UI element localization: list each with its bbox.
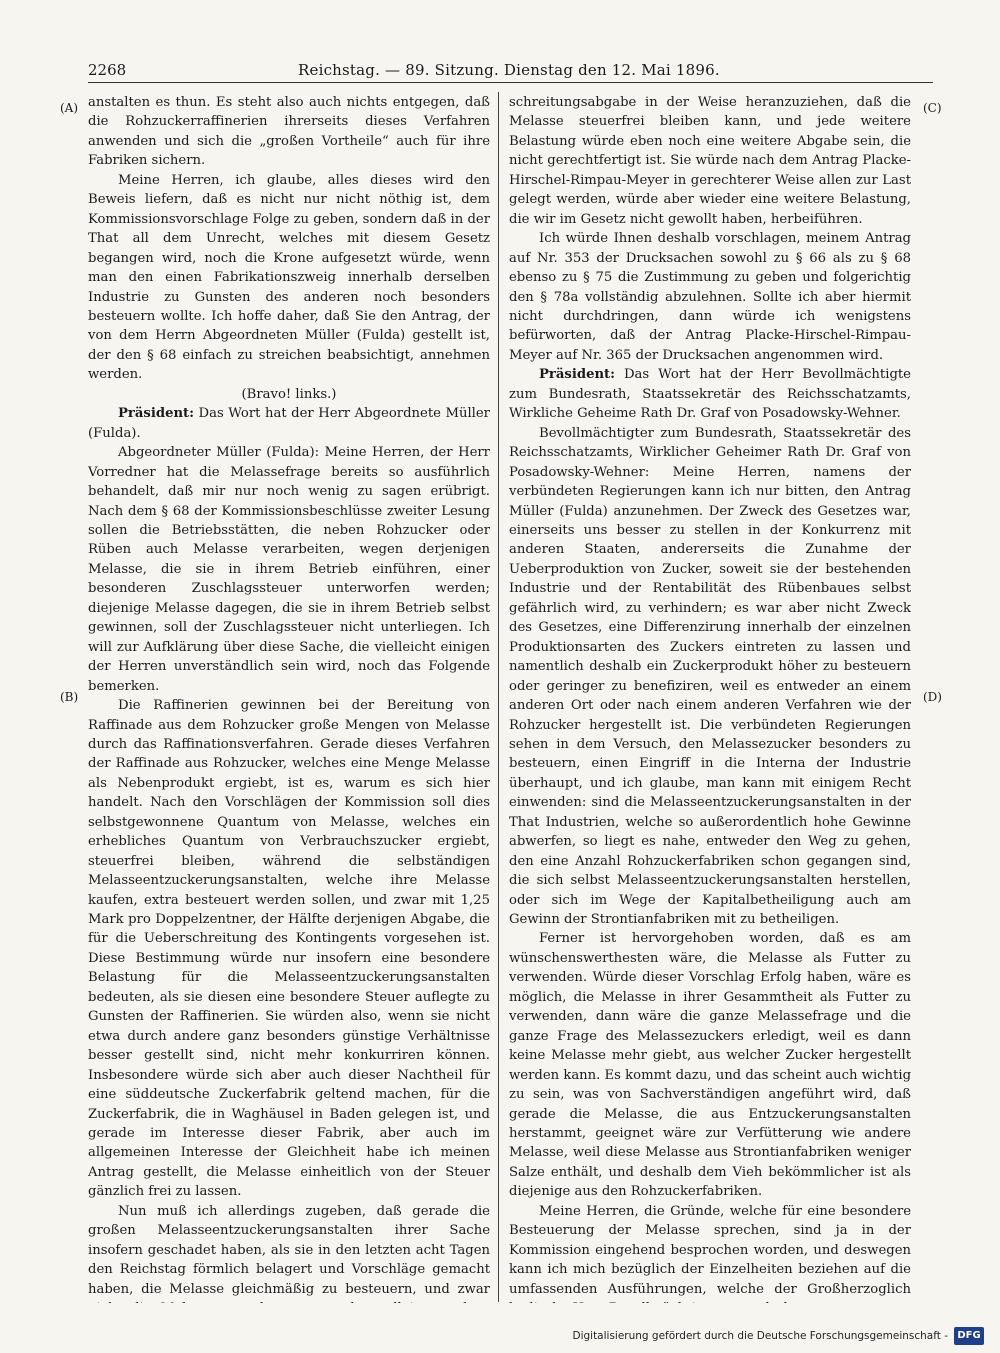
paragraph <box>509 1202 911 1303</box>
paragraph-text: Ich würde Ihnen deshalb vorschlagen, meinem Antrag auf Nr. 353 der Drucksachen sowohl zu § 66 als zu § 68 ebenso zu § 75 die Zustimmung zu geben und folgerichtig den § 78a vollständig abzulehnen. Sollte ich aber hiermit nicht durchdringen, dann würde ich wenigstens befürworten, daß der Antrag Placke-Hirschel-Rimpau-Meyer auf Nr. 365 der Drucksachen angenommen wird. <box>509 231 911 363</box>
paragraph <box>88 1202 490 1303</box>
paragraph-text: schreitungsabgabe in der Weise heranzuziehen, daß die Melasse steuerfrei bleiben kann, und jede weitere Belastung würde eben noch eine weitere Abgabe sein, die nicht gerechtfertigt ist. Sie würde nach dem Antrag Placke-Hirschel-Rimpau-Meyer in gerechterer Weise allen zur Last gelegt werden, würde aber wieder eine weitere Belastung, die wir im Gesetz nicht gewollt haben, herbeiführen. <box>509 95 911 227</box>
dfg-logo: DFG <box>954 1327 984 1345</box>
page-number: 2268 <box>88 61 127 79</box>
running-head: Reichstag. — 89. Sitzung. Dienstag den 12. Mai 1896. <box>298 61 720 79</box>
paragraph-text: Abgeordneter Müller (Fulda): Meine Herren, der Herr Vorredner hat die Melassefrage bereits so ausführlich behandelt, daß mir nur noch wenig zu sagen erübrigt. Nach dem § 68 der Kommissionsbeschlüsse zweiter Lesung sollen die Betriebsstätten, die neben Rohzucker oder Rüben auch Melasse verarbeiten, wegen derjenigen Melasse, die sie in ihrem Betrieb einführen, einer besonderen Zuschlagssteuer unterworfen werden; diejenige Melasse dagegen, die sie in ihrem Betrieb selbst gewinnen, soll der Zuschlagssteuer nicht unterliegen. Ich will zur Aufklärung über diese Sache, die vielleicht einigen der Herren unverständlich sein wird, noch das Folgende bemerken. <box>88 445 490 694</box>
paragraph <box>509 424 911 930</box>
margin-marker-d: (D) <box>923 690 942 704</box>
margin-marker-a: (A) <box>60 101 79 115</box>
paragraph-text: Das Wort hat der Herr Abgeordnete Müller (Fulda). <box>88 406 490 441</box>
paragraph-text: Meine Herren, die Gründe, welche für eine besondere Besteuerung der Melasse sprechen, sind ja in der Kommission eingehend besprochen worden, und deswegen kann ich mich bezüglich der Einzelheiten beziehen auf die umfassenden Ausführungen, welche der Großherzoglich <box>509 1203 911 1297</box>
paragraph <box>509 93 911 229</box>
paragraph <box>509 365 911 423</box>
paragraph-text: Das Wort hat der Herr Bevollmächtigte zum Bundesrath, Staatssekretär des Reichsschatzamts, Wirkliche Geheime Rath Dr. Graf von Posadowsky-Wehner. <box>509 367 911 422</box>
paragraph-text: Die Raffinerien gewinnen bei der Bereitung von Raffinade aus dem Rohzucker große Mengen von Melasse durch das Raffinationsverfahren. Gerade dieses Verfahren der Raffinade aus Rohzucker, welches eine Menge Melasse als Nebenprodukt ergiebt, ist es, warum es sich hier handelt. Nach den Vorschlägen der Kommission soll dies selbstgewonnene Quantum von Melasse, welches ein erhebliches Quantum von Verbrauchszucker ergiebt, steuerfrei bleiben, während die selbständigen Melasseentzuckerungsanstalten, welche ihre Melasse kaufen, extra besteuert werden sollen, und zwar mit 1,25 Mark pro Doppelzentner, der Hälfte derjenigen Abgabe, die für die Ueberschreitung des Kontingents vorgesehen ist. Diese Bestimmung würde nur insofern eine besondere Belastung für die Melasseentzuckerungsanstalten bedeuten, als sie diesen eine besondere Steuer auflegte zu Gunsten der Raffinerien. Sie würden also, wenn sie nicht etwa durch andere ganz besonders günstige Verhältnisse besser gestellt sind, nicht mehr konkurriren können. Insbesondere würde sich aber auch dieser Nachtheil für eine süddeutsche Zuckerfabrik geltend machen, für die Zuckerfabrik, die in Waghäusel in Baden gelegen ist, und gerade im Interesse dieser Fabrik, aber auch im allgemeinen Interesse der Gleichheit habe ich meinen Antrag gestellt, die Melasse einheitlich von der Steuer gänzlich frei zu lassen. <box>88 698 490 1200</box>
left-column <box>88 93 490 1303</box>
paragraph <box>88 171 490 385</box>
paragraph <box>509 229 911 365</box>
paragraph <box>88 696 490 1202</box>
paragraph <box>88 93 490 171</box>
paragraph-text: Meine Herren, ich glaube, alles dieses wird den Beweis liefern, daß es nicht nur nicht nöthig ist, dem Kommissionsvorschlage Folge zu geben, sondern daß in der That all dem Unrecht, welches mit diesem Gesetz begangen wird, noch die Krone aufgesetzt würde, wenn man den einen Fabrikationszweig innerhalb derselben Industrie zu Gunsten des anderen noch besonders besteuern wollte. Ich hoffe daher, daß Sie den Antrag, der von dem Herrn Abgeordneten Müller (Fulda) gestellt ist, der den § 68 einfach zu streichen beabsichtigt, annehmen werden. <box>88 172 490 383</box>
right-column <box>509 93 911 1303</box>
column-divider <box>498 92 499 1302</box>
paragraph <box>88 443 490 696</box>
speaker-label: Präsident: <box>539 367 616 383</box>
paragraph-text: Nun muß ich allerdings zugeben, daß gerade die großen Melasseentzuckerungsanstalten ihrer Sache insofern geschadet haben, als sie in den letzten acht Tagen den Reichstag förmlich belagert und Vorschläge gemacht haben, die Melasse gleichmäßig zu besteuern, und zwar <box>88 1203 490 1297</box>
margin-marker-b: (B) <box>60 690 79 704</box>
paragraph-text: (Bravo! links.) <box>241 386 337 402</box>
footer <box>572 1323 984 1349</box>
paragraph <box>88 404 490 443</box>
applause-note <box>88 385 490 404</box>
speaker-label: Präsident: <box>118 406 195 422</box>
page-header <box>88 58 933 83</box>
paragraph-text: Bevollmächtigter zum Bundesrath, Staatssekretär des Reichsschatzamts, Wirklicher Geheimer Rath Dr. Graf von Posadowsky-Wehner: Meine Herren, namens der verbündeten Regierungen kann ich nur bitten, den Antrag Müller (Fulda) anzunehmen. Der Zweck des Gesetzes war, einerseits uns besser zu stellen in der Konkurrenz mit anderen Staaten, andererseits die Zunahme der Ueberproduktion von Zucker, soweit sie der bestehenden Industrie und der Rentabilität des Rübenbaues selbst gefährlich wird, zu verhindern; es war aber nicht Zweck des Gesetzes, eine Differenzirung innerhalb der einzelnen Produktionsarten des Zuckers eintreten zu lassen und namentlich deshalb ein Zuckerprodukt höher zu besteuern oder geringer zu benefiziren, weil es entweder an einem anderen Ort oder nach einem anderen Verfahren wie der Rohzucker hergestellt ist. Die verbündeten Regierungen sehen in dem Versuch, den Melassezucker besonders zu besteuern, einen Eingriff in die Interna der Industrie überhaupt, und ich glaube, man kann mit einigem Recht einwenden: sind die Melasseentzuckerungsanstalten in der That Industrien, welche so außerordentlich hohe Gewinne abwerfen, so liegt es nahe, entweder den Weg zu gehen, den eine Anzahl Rohzuckerfabriken schon gegangen sind, die sich selbst Melasseentzuckerungsanstalten herstellen, oder sich im Wege der Kapitalbetheiligung auch am Gewinn der Strontianfabriken mit zu betheiligen. <box>509 425 911 928</box>
margin-marker-c: (C) <box>923 101 942 115</box>
footer-credit: Digitalisierung gefördert durch die Deutsche Forschungsgemeinschaft - <box>572 1330 948 1342</box>
paragraph-text: Ferner ist hervorgehoben worden, daß es am wünschenswerthesten wäre, die Melasse als Futter zu verwenden. Würde dieser Vorschlag Erfolg haben, wäre es möglich, die Melasse in ihrer Gesammtheit als Futter zu verwenden, dann wäre die ganze Melassefrage und die ganze Frage des Melassezuckers erledigt, weil es dann keine Melasse mehr giebt, aus welcher Zucker hergestellt werden kann. Es kommt dazu, und das scheint auch wichtig zu sein, was von Sachverständigen angeführt wird, daß gerade die Melasse, die aus Entzuckerungsanstalten herstammt, geeignet wäre zur Verfütterung wie andere Melasse, weil diese Melasse aus Strontianfabriken weniger Salze enthält, und deshalb dem Vieh bekömmlicher ist als diejenige aus den Rohzuckerfabriken. <box>509 931 911 1200</box>
paragraph <box>509 929 911 1201</box>
paragraph-text: anstalten es thun. Es steht also auch nichts entgegen, daß die Rohzuckerraffinerien ihrerseits dieses Verfahren anwenden und sich die „großen Vortheile“ auch für ihre Fabriken sichern. <box>88 95 490 169</box>
